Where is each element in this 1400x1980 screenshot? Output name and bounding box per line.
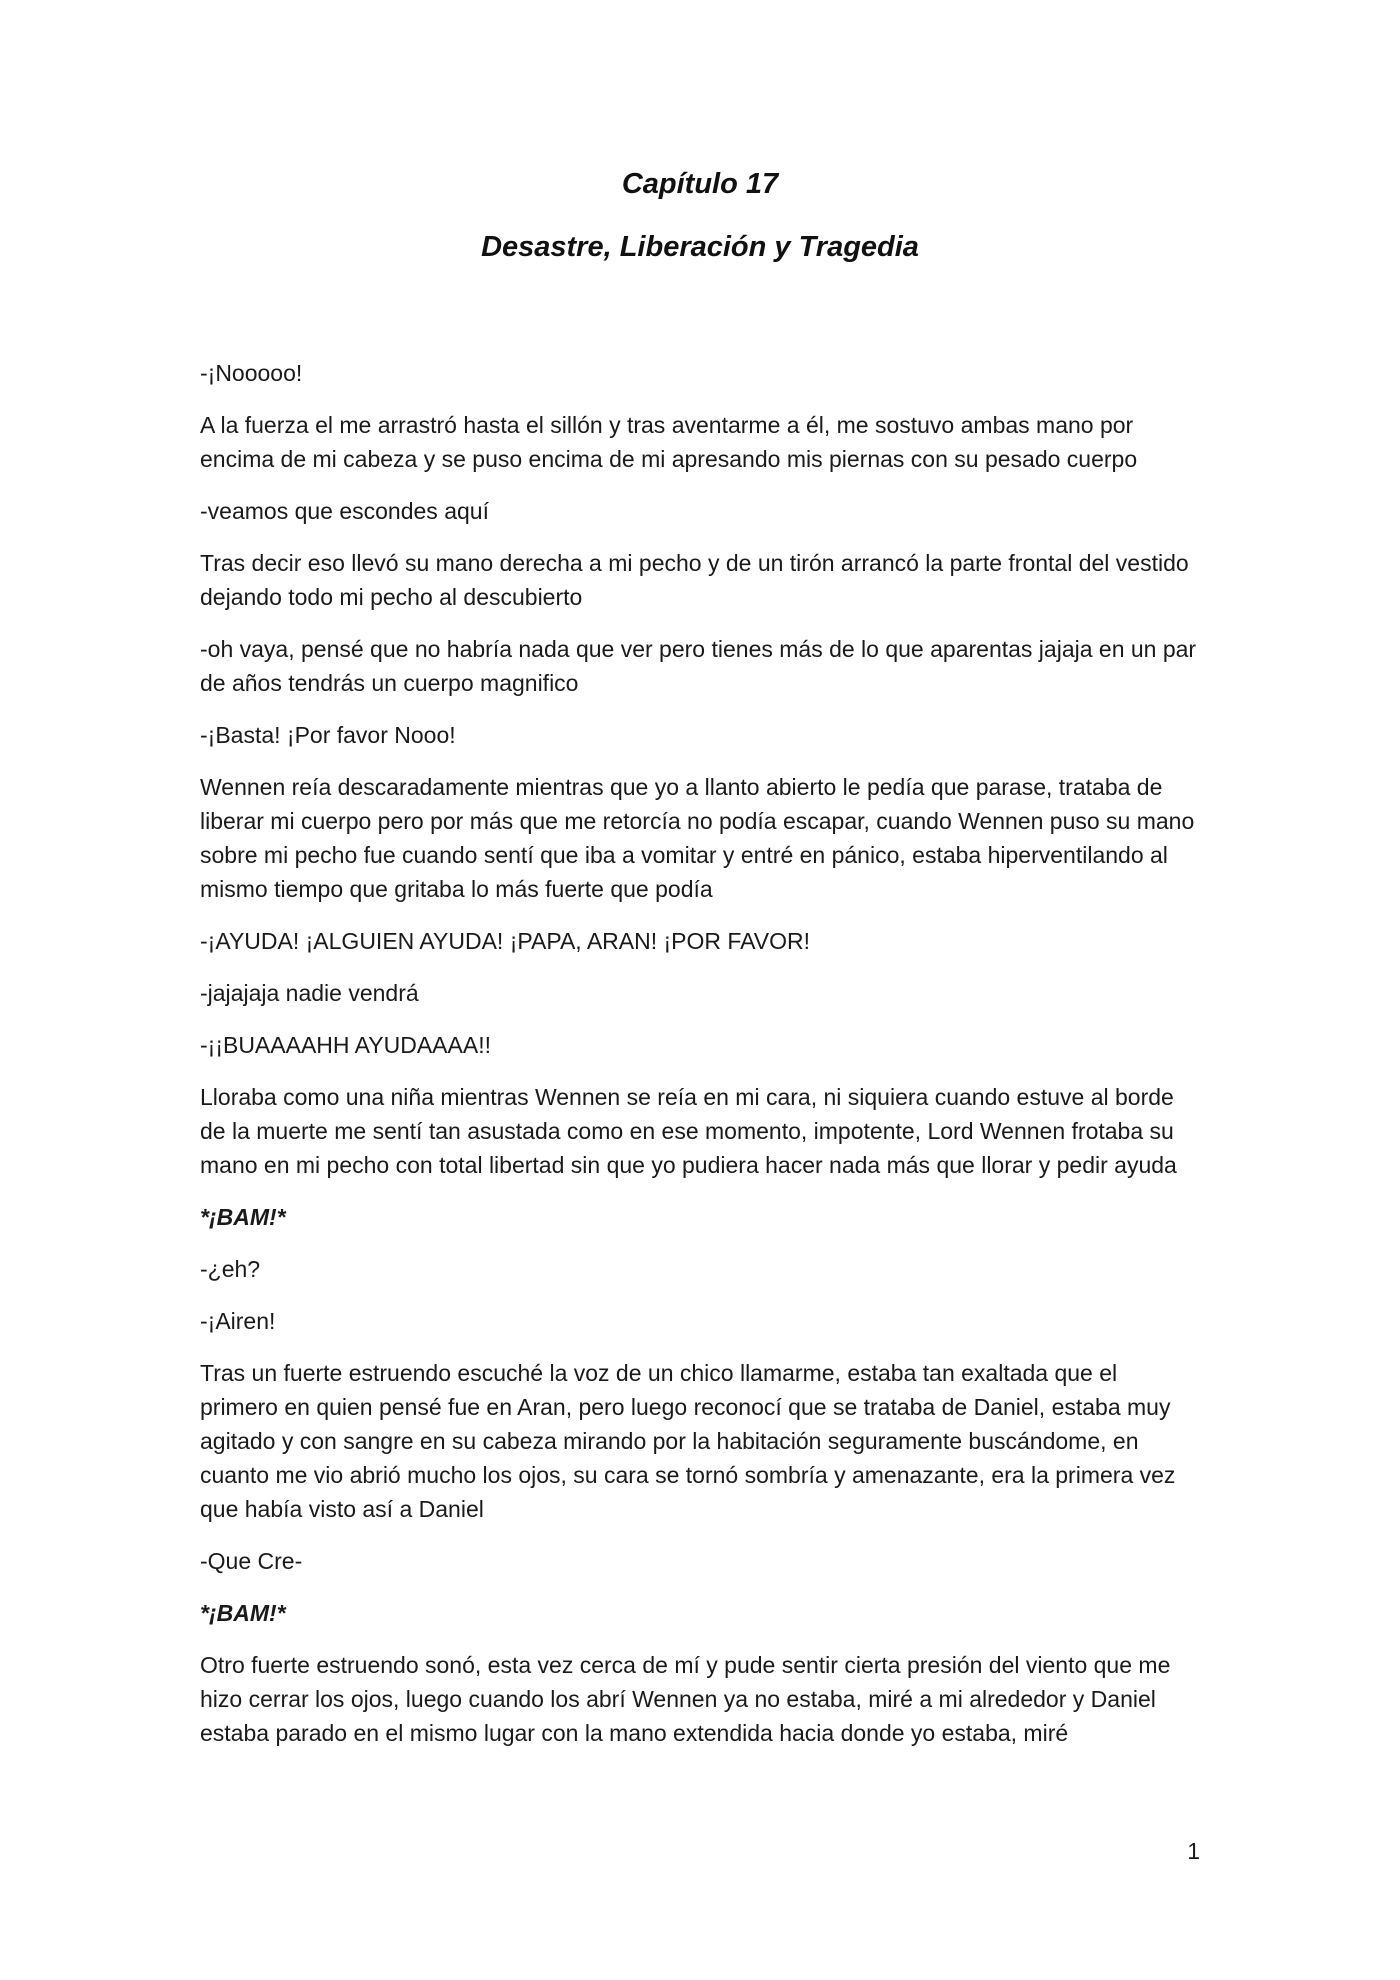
- paragraph: A la fuerza el me arrastró hasta el sillón y tras aventarme a él, me sostuvo ambas mano por encima de mi cabeza y se puso encima de mi apresando mis piernas con su pesado cuerpo: [200, 412, 1138, 472]
- paragraph: -jajajaja nadie vendrá: [200, 980, 419, 1006]
- sound-effect-paragraph: *¡BAM!*: [200, 1600, 286, 1626]
- chapter-number: Capítulo 17: [621, 168, 779, 200]
- page-number: 1: [1187, 1838, 1200, 1864]
- paragraph: -Que Cre-: [200, 1548, 303, 1574]
- paragraph: Tras decir eso llevó su mano derecha a mi pecho y de un tirón arrancó la parte frontal del vestido dejando todo mi pecho al descubierto: [200, 550, 1189, 610]
- paragraph: -¿eh?: [200, 1256, 261, 1282]
- paragraph: -oh vaya, pensé que no habría nada que ver pero tienes más de lo que aparentas jajaja en un par de años tendrás un cuerpo magnifico: [200, 636, 1197, 696]
- paragraph: -¡¡BUAAAAHH AYUDAAAA!!: [200, 1032, 491, 1058]
- paragraph: Wennen reía descaradamente mientras que yo a llanto abierto le pedía que parase, trataba de liberar mi cuerpo pero por más que me retorcía no podía escapar, cuando Wennen puso su mano sobre mi pecho fue cuando sentí que iba a vomitar y entré en pánico, estaba hiperventilando al mismo tiempo que gritaba lo más fuerte que podía: [200, 774, 1195, 902]
- paragraph: -veamos que escondes aquí: [200, 498, 489, 524]
- paragraph: -¡AYUDA! ¡ALGUIEN AYUDA! ¡PAPA, ARAN! ¡POR FAVOR!: [200, 928, 811, 954]
- paragraph: Otro fuerte estruendo sonó, esta vez cerca de mí y pude sentir cierta presión del viento que me hizo cerrar los ojos, luego cuando los abrí Wennen ya no estaba, miré a mi alrededor y Daniel estaba parado en el mismo lugar con la mano extendida hacia donde yo estaba, miré: [200, 1652, 1171, 1746]
- paragraph: -¡Nooooo!: [200, 360, 303, 386]
- paragraph: Lloraba como una niña mientras Wennen se reía en mi cara, ni siquiera cuando estuve al borde de la muerte me sentí tan asustada como en ese momento, impotente, Lord Wennen frotaba su mano en mi pecho con total libertad sin que yo pudiera hacer nada más que llorar y pedir ayuda: [200, 1084, 1177, 1178]
- paragraph: -¡Basta! ¡Por favor Nooo!: [200, 722, 456, 748]
- body-text: [200, 356, 1200, 1768]
- paragraph: Tras un fuerte estruendo escuché la voz de un chico llamarme, estaba tan exaltada que el primero en quien pensé fue en Aran, pero luego reconocí que se trataba de Daniel, estaba muy agitado y con sangre en su cabeza mirando por la habitación seguramente buscándome, en cuanto me vio abrió mucho los ojos, su cara se tornó sombría y amenazante, era la primera vez que había visto así a Daniel: [200, 1360, 1176, 1522]
- paragraph: -¡Airen!: [200, 1308, 276, 1334]
- sound-effect-paragraph: *¡BAM!*: [200, 1204, 286, 1230]
- chapter-title: Desastre, Liberación y Tragedia: [481, 231, 919, 263]
